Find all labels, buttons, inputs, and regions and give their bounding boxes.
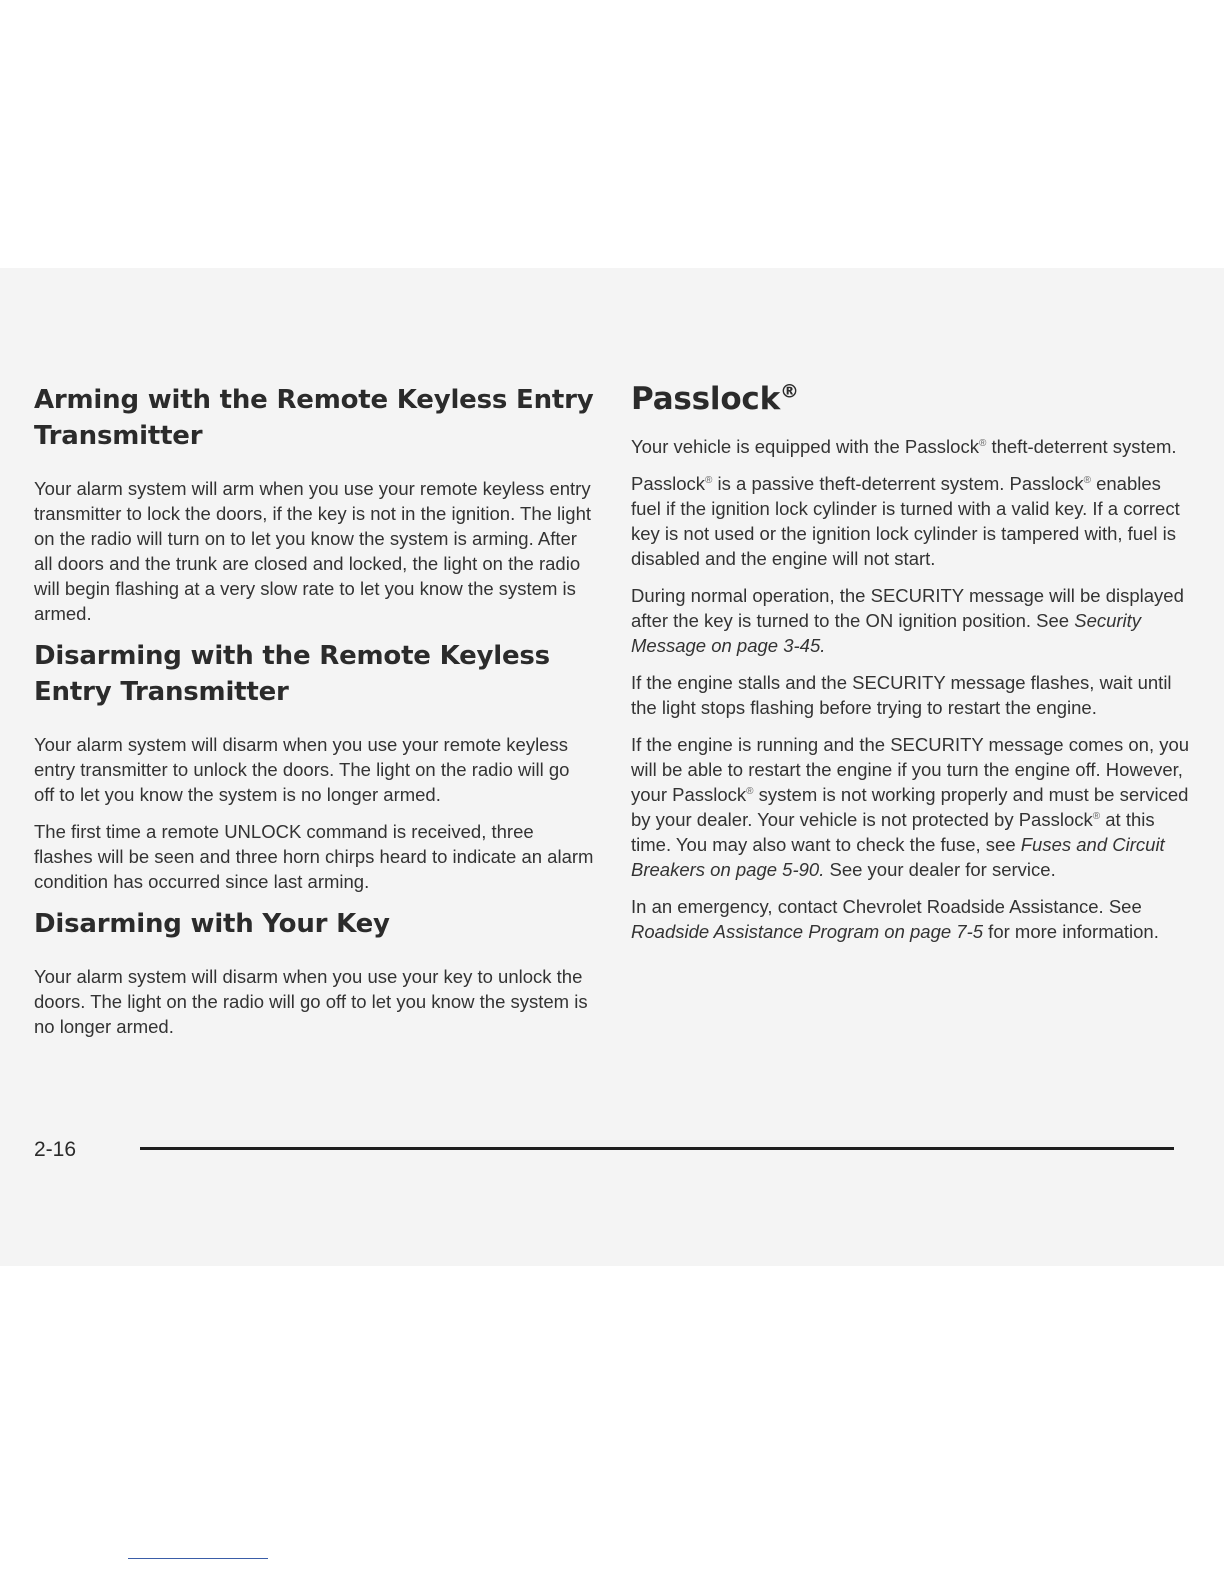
bottom-divider	[128, 1558, 268, 1559]
paragraph-passlock-2: Passlock® is a passive theft-deterrent system. Passlock® enables fuel if the ignition lock cylinder is turned with a valid key. If a correct key is not used or the ignition lock cylinder is tampered with, fuel is disabled and the engine will not start.	[631, 473, 1180, 569]
heading-arming-remote: Arming with the Remote Keyless Entry Transmitter	[34, 385, 594, 451]
paragraph-passlock-1: Your vehicle is equipped with the Passlock® theft-deterrent system.	[631, 436, 1177, 457]
page-number: 2-16	[34, 1138, 77, 1161]
paragraph-passlock-4: If the engine stalls and the SECURITY message flashes, wait until the light stops flashing before trying to restart the engine.	[631, 672, 1172, 718]
link-security-message[interactable]: Security Message on page 3-45.	[631, 610, 1142, 656]
heading-disarming-remote: Disarming with the Remote Keyless Entry Transmitter	[34, 641, 550, 707]
paragraph-passlock-6: In an emergency, contact Chevrolet Roadside Assistance. See Roadside Assistance Program on page 7-5 for more information.	[631, 896, 1159, 942]
link-fuses-breakers[interactable]: Fuses and Circuit Breakers on page 5-90.	[631, 834, 1165, 880]
left-column	[34, 382, 594, 1051]
paragraph-passlock-3: During normal operation, the SECURITY message will be displayed after the key is turned to the ON ignition position. See Security Message on page 3-45.	[631, 585, 1184, 656]
paragraph-passlock-5: If the engine is running and the SECURITY message comes on, you will be able to restart the engine if you turn the engine off. However, your Passlock® system is not working properly and must be serviced by your dealer. Your vehicle is not protected by Passlock® at this time. You may also want to check the fuse, see Fuses and Circuit Breakers on page 5-90. See your dealer for service.	[631, 734, 1190, 880]
footer-divider	[140, 1147, 1174, 1150]
right-column	[631, 378, 1191, 956]
registered-mark: ®	[780, 380, 799, 403]
heading-passlock: Passlock®	[631, 380, 799, 417]
link-roadside-assistance[interactable]: Roadside Assistance Program on page 7-5	[631, 921, 984, 942]
paragraph-disarming-remote-1: Your alarm system will disarm when you use your remote keyless entry transmitter to unlock the doors. The light on the radio will go off to let you know the system is no longer armed.	[34, 734, 570, 805]
paragraph-arming-remote: Your alarm system will arm when you use your remote keyless entry transmitter to lock the doors, if the key is not in the ignition. The light on the radio will turn on to let you know the system is arming. After all doors and the trunk are closed and locked, the light on the radio will begin flashing at a very slow rate to let you know the system is armed.	[34, 478, 591, 624]
paragraph-disarming-remote-2: The first time a remote UNLOCK command is received, three flashes will be seen and three horn chirps heard to indicate an alarm condition has occurred since last arming.	[34, 821, 594, 892]
heading-disarming-key: Disarming with Your Key	[34, 909, 390, 939]
paragraph-disarming-key: Your alarm system will disarm when you use your key to unlock the doors. The light on the radio will go off to let you know the system is no longer armed.	[34, 966, 588, 1037]
